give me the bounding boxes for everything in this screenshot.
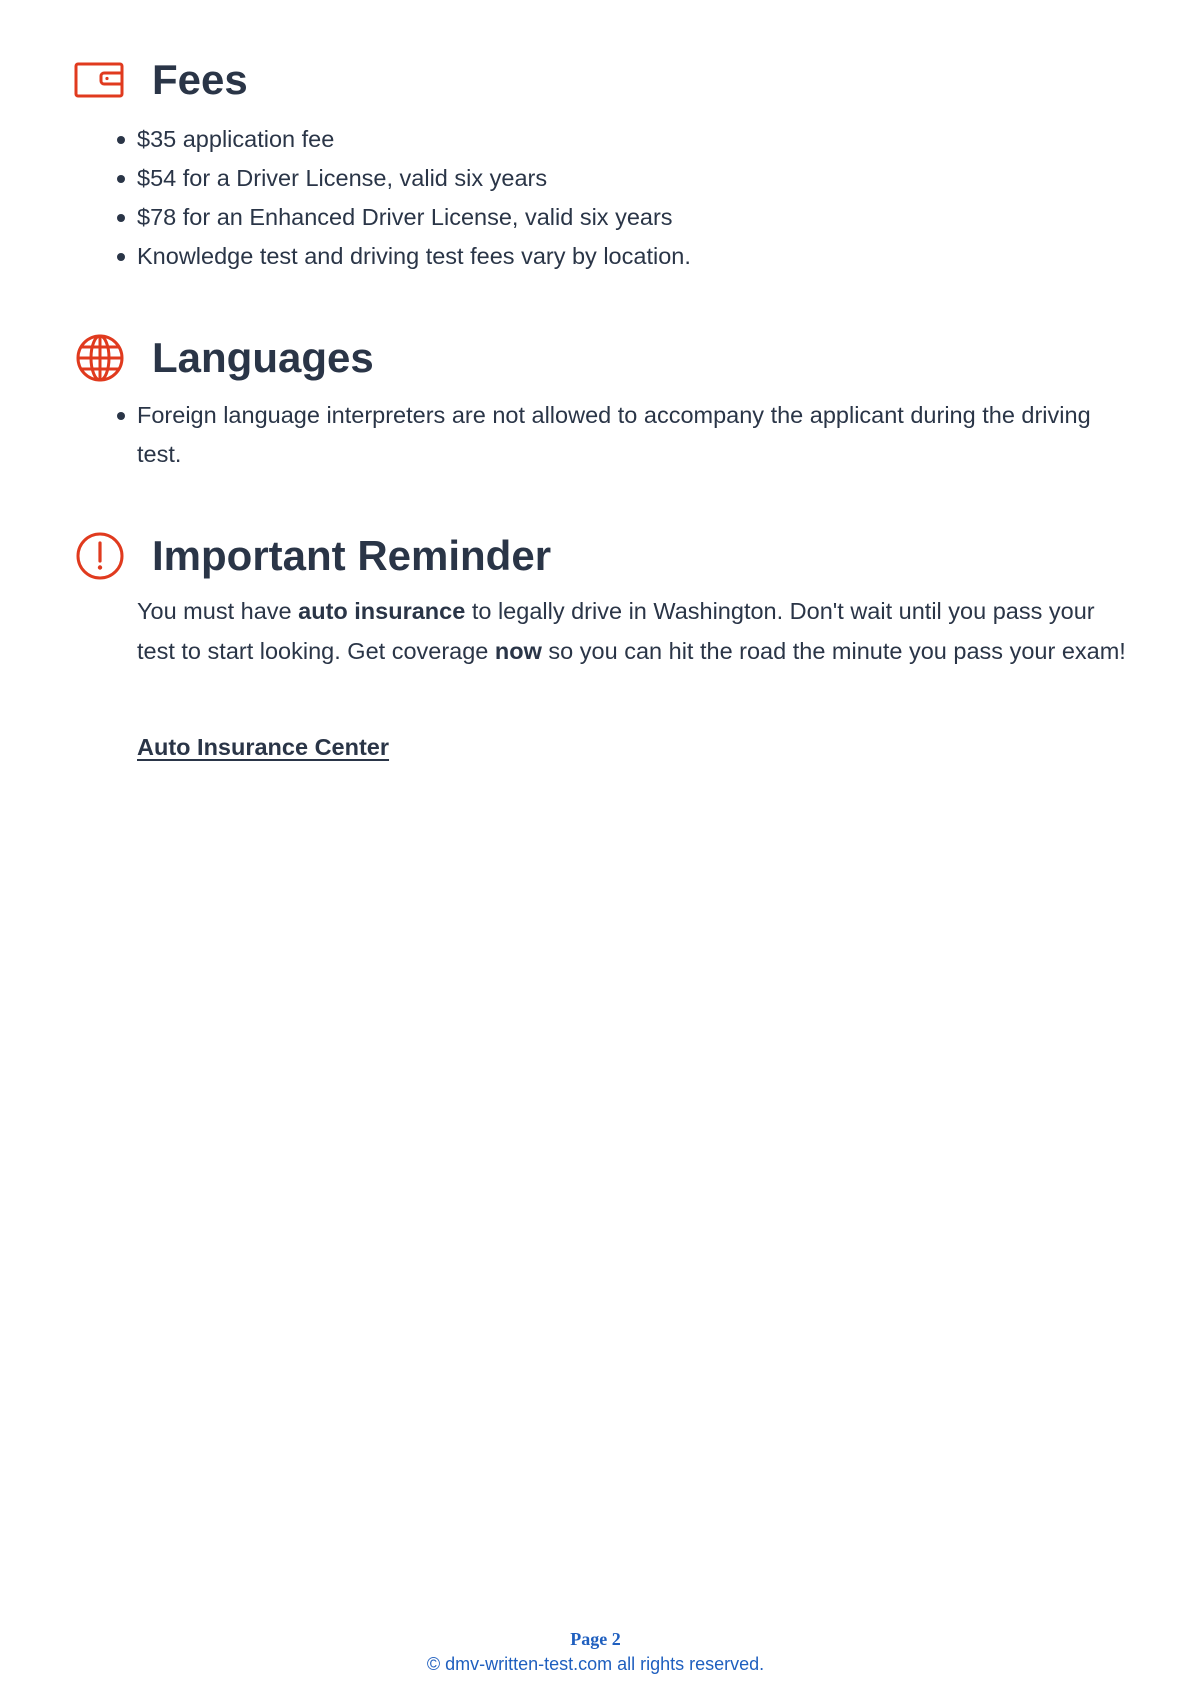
alert-icon	[74, 532, 126, 580]
auto-insurance-center-link[interactable]: Auto Insurance Center	[137, 734, 390, 760]
globe-icon	[74, 334, 126, 382]
languages-header	[0, 328, 1191, 388]
fees-header	[0, 50, 1191, 110]
languages-title: Languages	[152, 334, 374, 381]
reminder-title: Important Reminder	[152, 532, 552, 579]
wallet-icon	[74, 56, 126, 104]
list-item: Knowledge test and driving test fees vary by location.	[137, 237, 1127, 276]
fees-list	[137, 120, 1127, 276]
footer-page-number: Page 2	[570, 1629, 621, 1649]
languages-section	[0, 328, 1191, 467]
paragraph-bold-text: auto insurance	[298, 598, 466, 624]
fees-section	[0, 50, 1191, 269]
reminder-paragraph	[137, 592, 1127, 671]
paragraph-text: to legally drive in Washington. Don't wait until you pass your test to start looking. Get coverage	[137, 598, 1095, 664]
list-item: $54 for a Driver License, valid six years	[137, 159, 1127, 198]
list-item: Foreign language interpreters are not allowed to accompany the applicant during the driving test.	[137, 396, 1127, 474]
paragraph-text: You must have	[137, 598, 299, 624]
paragraph-bold-text: now	[494, 637, 542, 664]
reminder-header	[0, 526, 1191, 586]
list-item: $78 for an Enhanced Driver License, valid six years	[137, 198, 1127, 237]
list-item: $35 application fee	[137, 120, 1127, 159]
fees-title: Fees	[152, 56, 248, 103]
languages-list	[137, 396, 1127, 474]
footer-copyright: © dmv-written-test.com all rights reserved.	[426, 1654, 765, 1674]
reminder-section	[0, 526, 1191, 760]
paragraph-text: so you can hit the road the minute you pass your exam!	[541, 637, 1126, 664]
